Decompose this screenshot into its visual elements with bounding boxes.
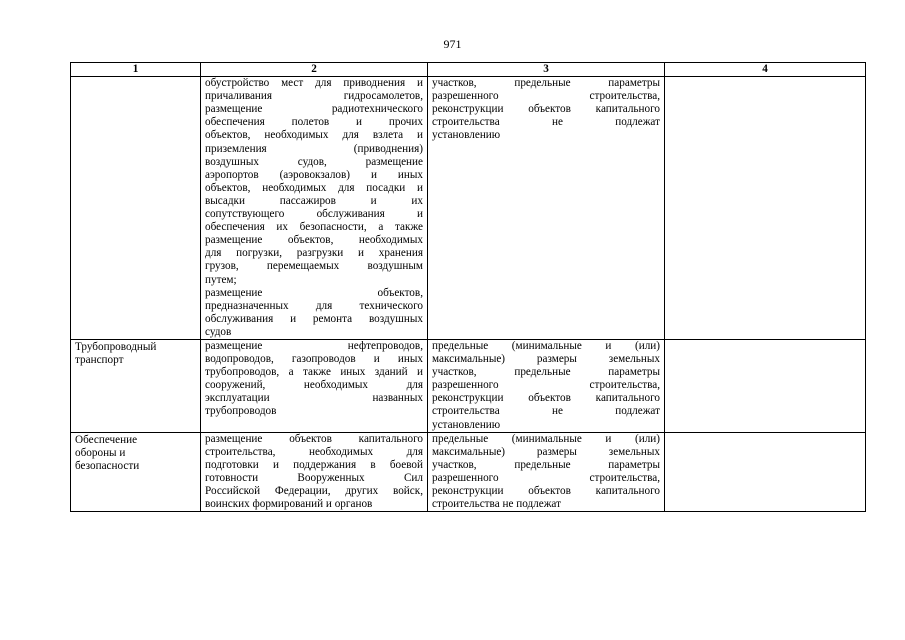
cell-text-line: готовности Вооруженных Сил xyxy=(205,471,423,484)
cell-text-line: подготовки и поддержания в боевой xyxy=(205,458,423,471)
cell-text-line: разрешенного строительства, xyxy=(432,90,660,103)
cell-text-line: причаливания гидросамолетов, xyxy=(205,90,423,103)
cell-text-line: максимальные) размеры земельных xyxy=(432,445,660,458)
cell-text-line: участков, предельные параметры xyxy=(432,77,660,90)
cell-text-line: предельные (минимальные и (или) xyxy=(432,432,660,445)
header-col-2: 2 xyxy=(201,63,428,77)
cell-text-line: установлению xyxy=(432,129,501,142)
cell-text-line: Трубопроводный xyxy=(75,340,157,353)
header-col-4: 4 xyxy=(665,63,866,77)
table-cell-col2 xyxy=(201,432,428,512)
cell-text-line: аэропортов (аэровокзалов) и иных xyxy=(205,168,423,181)
cell-text-line: трубопроводов xyxy=(205,405,277,418)
table-cell-col4 xyxy=(665,339,866,432)
table-cell-col2 xyxy=(201,339,428,432)
cell-text-line: участков, предельные параметры xyxy=(432,366,660,379)
table-cell-col4 xyxy=(665,432,866,512)
cell-text-line: сопутствующего обслуживания и xyxy=(205,208,423,221)
cell-text-line: Российской Федерации, других войск, xyxy=(205,485,423,497)
cell-text-line: обслуживания и ремонта воздушных xyxy=(205,312,423,325)
cell-text-line: объектов, необходимых для взлета и xyxy=(205,129,423,142)
cell-text-line: строительства, необходимых для xyxy=(205,445,423,458)
table-row xyxy=(71,77,866,340)
cell-text-line: обеспечения полетов и прочих xyxy=(205,116,423,129)
header-col-1: 1 xyxy=(71,63,201,77)
cell-text-line: реконструкции объектов капитального xyxy=(432,392,660,405)
cell-text-line: максимальные) размеры земельных xyxy=(432,353,660,366)
cell-text-line: размещение объектов, xyxy=(205,286,423,299)
cell-text-line: объектов, необходимых для посадки и xyxy=(205,181,423,194)
cell-text-line: размещение нефтепроводов, xyxy=(205,339,423,352)
page-number: 971 xyxy=(443,37,462,51)
cell-text-line: разрешенного строительства, xyxy=(432,379,660,392)
cell-text-line: предельные (минимальные и (или) xyxy=(432,339,660,352)
cell-text-line: предназначенных для технического xyxy=(205,299,423,312)
cell-text-line: трубопроводов, а также иных зданий и xyxy=(205,366,423,379)
cell-text-line: установлению xyxy=(432,418,501,431)
cell-text-line: участков, предельные параметры xyxy=(432,458,660,471)
cell-text-line: обороны и xyxy=(75,446,126,459)
cell-text-line: разрешенного строительства, xyxy=(432,471,660,484)
table-cell-col1 xyxy=(71,432,201,512)
cell-text-line: транспорт xyxy=(75,354,124,367)
cell-text-line: сооружений, необходимых для xyxy=(205,379,423,392)
table-cell-col3 xyxy=(428,77,665,340)
table-cell-col3 xyxy=(428,432,665,512)
cell-text-line: размещение объектов капитального xyxy=(205,432,423,445)
cell-text-line: обеспечения их безопасности, а также xyxy=(205,221,423,234)
cell-text-line: строительства не подлежат xyxy=(432,498,561,511)
cell-text-line: воинских формирований и органов xyxy=(205,498,373,511)
cell-text-line: строительства не подлежат xyxy=(432,405,660,418)
cell-text-line: высадки пассажиров и их xyxy=(205,194,423,207)
cell-text-line: приземления (приводнения) xyxy=(205,142,423,155)
cell-text-line: грузов, перемещаемых воздушным xyxy=(205,260,423,273)
regulations-table xyxy=(70,62,866,512)
cell-text-line: размещение радиотехнического xyxy=(205,103,423,116)
cell-text-line: воздушных судов, размещение xyxy=(205,155,423,168)
cell-text-line: путем; xyxy=(205,273,237,286)
cell-text-line: размещение объектов, необходимых xyxy=(205,234,423,247)
header-col-3: 3 xyxy=(428,63,665,77)
table-cell-col1 xyxy=(71,339,201,432)
cell-text-line: строительства не подлежат xyxy=(432,116,660,129)
cell-text-line: судов xyxy=(205,325,232,338)
cell-text-line: обустройство мест для приводнения и xyxy=(205,77,423,90)
table-cell-col3 xyxy=(428,339,665,432)
table-cell-col2 xyxy=(201,77,428,340)
cell-text-line: реконструкции объектов капитального xyxy=(432,485,660,497)
cell-text-line: водопроводов, газопроводов и иных xyxy=(205,353,423,366)
header-row xyxy=(71,63,866,77)
cell-text-line: Обеспечение xyxy=(75,433,138,446)
table-row xyxy=(71,432,866,512)
cell-text-line: для погрузки, разгрузки и хранения xyxy=(205,247,423,260)
cell-text-line: безопасности xyxy=(75,459,140,472)
cell-text-line: эксплуатации названных xyxy=(205,392,423,405)
table-cell-col1 xyxy=(71,77,201,340)
cell-text-line: реконструкции объектов капитального xyxy=(432,103,660,116)
table-row xyxy=(71,339,866,432)
table-cell-col4 xyxy=(665,77,866,340)
